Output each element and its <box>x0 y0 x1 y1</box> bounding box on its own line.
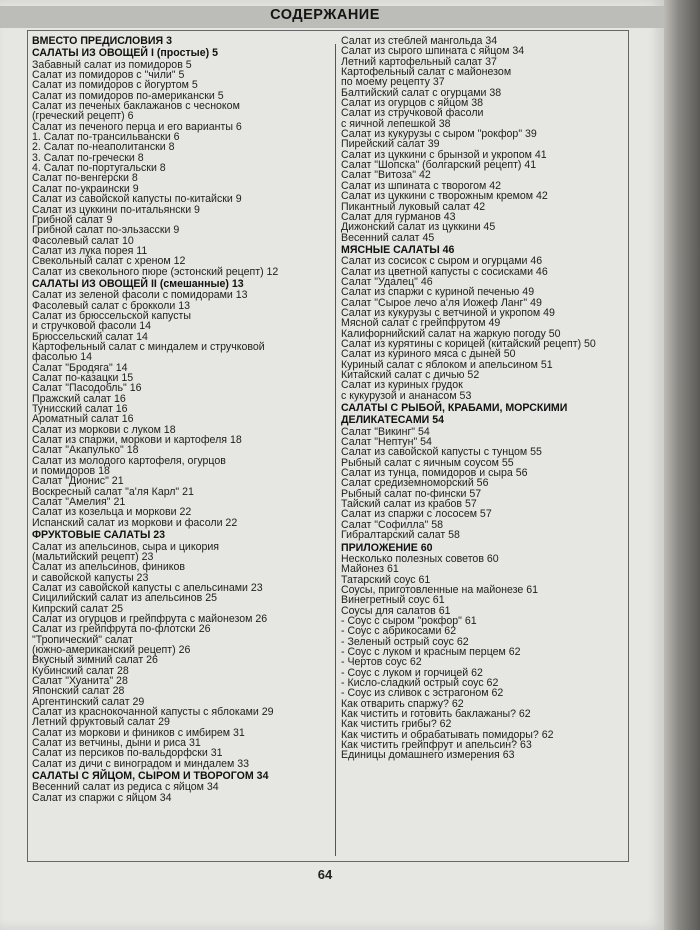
toc-entry: Салат из сырого шпината с яйцом 34 <box>341 45 525 58</box>
toc-entry: Калифорнийский салат на жаркую погоду 50 <box>341 327 561 340</box>
toc-section-heading: САЛАТЫ ИЗ ОВОЩЕЙ II (смешанные) 13 <box>32 277 244 290</box>
toc-entry: Салат из стручковой фасоли <box>341 107 484 120</box>
toc-entry: Свекольный салат с хреном 12 <box>32 255 186 268</box>
toc-entry: Салат по-украински 9 <box>32 182 139 195</box>
toc-entry: Тайский салат из крабов 57 <box>341 498 477 511</box>
toc-entry: Салат из огурцов и грейпфрута с майонезом 26 <box>32 612 268 625</box>
toc-entry: Салат из стеблей мангольда 34 <box>341 35 498 47</box>
toc-entry: (южно-американский рецепт) 26 <box>32 643 191 656</box>
toc-section-heading: САЛАТЫ С РЫБОЙ, КРАБАМИ, МОРСКИМИ <box>341 402 568 415</box>
toc-entry: Салат "Пасодобль" 16 <box>32 382 142 395</box>
toc-entry: Салат из куриных грудок <box>341 379 463 392</box>
toc-entry: Салат из цветной капусты с сосисками 46 <box>341 265 548 278</box>
toc-entry: Ароматный салат 16 <box>32 413 134 426</box>
toc-entry: Салат из дичи с виноградом и миндалем 33 <box>32 757 250 770</box>
toc-entry: Салат "Дионис" 21 <box>32 475 124 488</box>
toc-entry: фасолью 14 <box>32 351 93 364</box>
toc-entry: Салат из помидоров по-американски 5 <box>32 89 224 102</box>
column-divider <box>335 44 336 856</box>
toc-entry: и савойской капусты 23 <box>32 571 149 584</box>
toc-section-heading: ВМЕСТО ПРЕДИСЛОВИЯ 3 <box>32 35 172 47</box>
toc-entry: Салат из спаржи с куриной печенью 49 <box>341 286 535 299</box>
toc-entry: Салат из брюссельской капусты <box>32 309 191 322</box>
toc-entry: Картофельный салат с майонезом <box>341 66 512 79</box>
toc-entry: Салат из персиков по-вальдорфски 31 <box>32 747 223 760</box>
toc-entry: Как отварить спаржу? 62 <box>341 697 464 710</box>
toc-entry: Салат из огурцов с яйцом 38 <box>341 97 483 110</box>
toc-entry: Дижонский салат из цуккини 45 <box>341 221 496 234</box>
toc-entry: Татарский соус 61 <box>341 573 431 586</box>
toc-entry: Салат из тунца, помидоров и сыра 56 <box>341 467 528 480</box>
toc-entry: Салат "Хуанита" 28 <box>32 674 128 687</box>
toc-entry: Грибной салат по-эльзасски 9 <box>32 224 180 237</box>
toc-entry: с яичной лепешкой 38 <box>341 117 451 130</box>
toc-entry: Летний картофельный салат 37 <box>341 55 497 68</box>
page-number: 64 <box>317 867 333 882</box>
toc-entry: Салат средиземноморский 56 <box>341 477 489 490</box>
toc-right-column <box>341 36 624 761</box>
toc-entry: Салат из спаржи с яйцом 34 <box>32 791 172 804</box>
toc-entry: 3. Салат по-гречески 8 <box>32 151 144 164</box>
toc-entry: Кубинский салат 28 <box>32 664 129 677</box>
toc-entry: - Соус с луком и красным перцем 62 <box>341 645 521 658</box>
toc-entry: Салат "Акапулько" 18 <box>32 444 139 457</box>
toc-entry: Салат из зеленой фасоли с помидорами 13 <box>32 289 248 302</box>
toc-entry: Рыбный салат с яичным соусом 55 <box>341 456 514 469</box>
toc-entry: Салат "Софилла" 58 <box>341 518 443 531</box>
toc-entry: Салат из печеного перца и его варианты 6 <box>32 120 242 133</box>
toc-entry: Салат "Амелия" 21 <box>32 496 126 509</box>
toc-entry: Куриный салат с яблоком и апельсином 51 <box>341 358 553 371</box>
toc-entry: Рыбный салат по-фински 57 <box>341 487 482 500</box>
toc-section-heading: ПРИЛОЖЕНИЕ 60 <box>341 541 433 554</box>
toc-entry: Испанский салат из моркови и фасоли 22 <box>32 516 238 529</box>
toc-entry: Салат из куриного мяса с дыней 50 <box>341 348 516 361</box>
toc-entry: - Соус из сливок с эстрагоном 62 <box>341 687 504 700</box>
toc-entry: 2. Салат по-неаполитански 8 <box>32 141 175 154</box>
toc-entry: - Соус с абрикосами 62 <box>341 625 457 638</box>
toc-entry: Балтийский салат с огурцами 38 <box>341 86 502 99</box>
toc-entry: Салат из спаржи с лососем 57 <box>341 508 492 521</box>
toc-entry: Соусы, приготовленные на майонезе 61 <box>341 583 539 596</box>
toc-entry: Салат из савойской капусты по-китайски 9 <box>32 193 242 206</box>
toc-entry: "Тропический" салат <box>32 633 133 646</box>
toc-entry: Салат из свекольного пюре (эстонский рецепт) 12 <box>32 265 279 278</box>
toc-entry: (мальтийский рецепт) 23 <box>32 550 154 563</box>
toc-entry: Салат из кукурузы с ветчиной и укропом 49 <box>341 306 555 319</box>
toc-entry: Пражский салат 16 <box>32 392 126 405</box>
toc-entry: Салат из цуккини с брынзой и укропом 41 <box>341 148 547 161</box>
toc-entry: Салат для гурманов 43 <box>341 210 456 223</box>
toc-entry: Весенний салат из редиса с яйцом 34 <box>32 781 219 794</box>
toc-entry: Салат из савойской капусты с апельсинами 23 <box>32 581 263 594</box>
toc-entry: Летний фруктовый салат 29 <box>32 716 170 729</box>
toc-entry: Салат из помидоров с "чили" 5 <box>32 69 185 82</box>
toc-entry: Весенний салат 45 <box>341 231 435 244</box>
toc-entry: Вкусный зимний салат 26 <box>32 654 158 667</box>
toc-entry: Салат по-казацки 15 <box>32 372 134 384</box>
toc-entry: Салат из краснокочанной капусты с яблоками 29 <box>32 706 274 718</box>
toc-entry: Салат "Витоза" 42 <box>341 169 431 182</box>
toc-entry: Салат из шпината с творогом 42 <box>341 179 502 192</box>
toc-entry: Салат из ветчины, дыни и риса 31 <box>32 737 201 750</box>
toc-section-heading: САЛАТЫ С ЯЙЦОМ, СЫРОМ И ТВОРОГОМ 34 <box>32 770 269 783</box>
toc-section-heading: САЛАТЫ ИЗ ОВОЩЕЙ I (простые) 5 <box>32 47 218 60</box>
toc-entry: Салат из сосисок с сыром и огурцами 46 <box>341 255 543 268</box>
toc-entry: Аргентинский салат 29 <box>32 695 145 708</box>
toc-section-heading: ДЕЛИКАТЕСАМИ 54 <box>341 414 444 427</box>
toc-entry: Пирейский салат 39 <box>341 138 440 151</box>
toc-entry: Салат из молодого картофеля, огурцов <box>32 454 226 467</box>
toc-entry: - Зеленый острый соус 62 <box>341 635 469 648</box>
toc-entry: Салат из лука порея 11 <box>32 244 148 257</box>
toc-entry: Несколько полезных советов 60 <box>341 552 499 565</box>
toc-entry: Салат из цуккини по-итальянски 9 <box>32 203 200 216</box>
toc-entry: Соусы для салатов 61 <box>341 604 451 617</box>
toc-entry: Как чистить грибы? 62 <box>341 718 452 731</box>
toc-entry: Салат из помидоров с йогуртом 5 <box>32 79 198 92</box>
toc-entry: Как чистить грейпфрут и апельсин? 63 <box>341 739 532 752</box>
toc-section-heading: МЯСНЫЕ САЛАТЫ 46 <box>341 243 455 256</box>
toc-entry: Картофельный салат с миндалем и стручковой <box>32 340 265 353</box>
toc-entry: Воскресный салат "а'ля Карл" 21 <box>32 485 194 498</box>
toc-entry: Фасолевый салат с брокколи 13 <box>32 299 190 312</box>
toc-entry: Майонез 61 <box>341 563 399 576</box>
toc-entry: и помидоров 18 <box>32 465 110 478</box>
toc-entry: Салат по-венгерски 8 <box>32 172 138 185</box>
toc-entry: Салат из апельсинов, фиников <box>32 561 186 574</box>
toc-entry: Сицилийский салат из апельсинов 25 <box>32 592 218 605</box>
toc-entry: Салат из печеных баклажанов с чесноком <box>32 100 240 113</box>
book-page-edge <box>664 0 700 930</box>
toc-entry: - Чертов соус 62 <box>341 656 422 669</box>
toc-entry: Мясной салат с грейпфрутом 49 <box>341 317 501 330</box>
toc-entry: по моему рецепту 37 <box>341 76 445 89</box>
page-title: СОДЕРЖАНИЕ <box>270 7 380 23</box>
toc-entry: Гибралтарский салат 58 <box>341 529 460 542</box>
toc-entry: Салат "Шопска" (болгарский рецепт) 41 <box>341 159 537 172</box>
toc-entry: Салат из апельсинов, сыра и цикория <box>32 540 220 553</box>
toc-entry: Салат "Сырое лечо а'ля Иожеф Ланг" 49 <box>341 296 542 309</box>
toc-entry: Салат "Бродяга" 14 <box>32 361 128 374</box>
toc-entry: 4. Салат по-португальски 8 <box>32 162 166 175</box>
toc-section-heading: ФРУКТОВЫЕ САЛАТЫ 23 <box>32 529 166 542</box>
toc-entry: Салат из козельца и моркови 22 <box>32 506 192 519</box>
toc-entry: - Кисло-сладкий острый соус 62 <box>341 676 499 689</box>
toc-entry: Китайский салат с дичью 52 <box>341 369 480 381</box>
toc-entry: Салат "Викинг" 54 <box>341 425 430 438</box>
toc-entry: с кукурузой и ананасом 53 <box>341 389 472 402</box>
toc-entry: Японский салат 28 <box>32 685 125 698</box>
toc-entry: (греческий рецепт) 6 <box>32 110 134 123</box>
toc-entry: Салат "Нептун" 54 <box>341 436 432 449</box>
toc-entry: Забавный салат из помидоров 5 <box>32 58 192 71</box>
toc-entry: Фасолевый салат 10 <box>32 234 134 247</box>
toc-entry: Салат из савойской капусты с тунцом 55 <box>341 446 542 459</box>
toc-entry: Салат из кукурузы с сыром "рокфор" 39 <box>341 128 537 141</box>
toc-entry: Как чистить и обрабатывать помидоры? 62 <box>341 728 554 741</box>
toc-left-column <box>32 36 328 803</box>
toc-entry: 1. Салат по-трансильвански 6 <box>32 131 180 144</box>
toc-entry: Салат из спаржи, моркови и картофеля 18 <box>32 434 242 447</box>
toc-entry: Салат из курятины с корицей (китайский рецепт) 50 <box>341 337 596 350</box>
toc-entry: Салат "Удалец" 46 <box>341 275 433 288</box>
toc-entry: Кипрский салат 25 <box>32 602 124 615</box>
toc-entry: Пикантный луковый салат 42 <box>341 200 486 213</box>
toc-entry: Салат из грейпфрута по-флотски 26 <box>32 623 211 636</box>
toc-entry: Салат из цуккини с творожным кремом 42 <box>341 190 548 203</box>
toc-entry: - Соус с луком и горчицей 62 <box>341 666 483 679</box>
toc-entry: Салат из моркови с луком 18 <box>32 423 176 436</box>
toc-entry: Грибной салат 9 <box>32 213 113 226</box>
toc-entry: Винегретный соус 61 <box>341 594 445 607</box>
toc-entry: - Соус с сыром "рокфор" 61 <box>341 614 477 627</box>
toc-entry: Единицы домашнего измерения 63 <box>341 749 515 762</box>
toc-entry: Как чистить и готовить баклажаны? 62 <box>341 708 531 720</box>
toc-entry: Тунисский салат 16 <box>32 403 128 416</box>
toc-entry: и стручковой фасоли 14 <box>32 320 152 333</box>
toc-entry: Салат из моркови и фиников с имбирем 31 <box>32 726 245 739</box>
toc-entry: Брюссельский салат 14 <box>32 330 148 343</box>
